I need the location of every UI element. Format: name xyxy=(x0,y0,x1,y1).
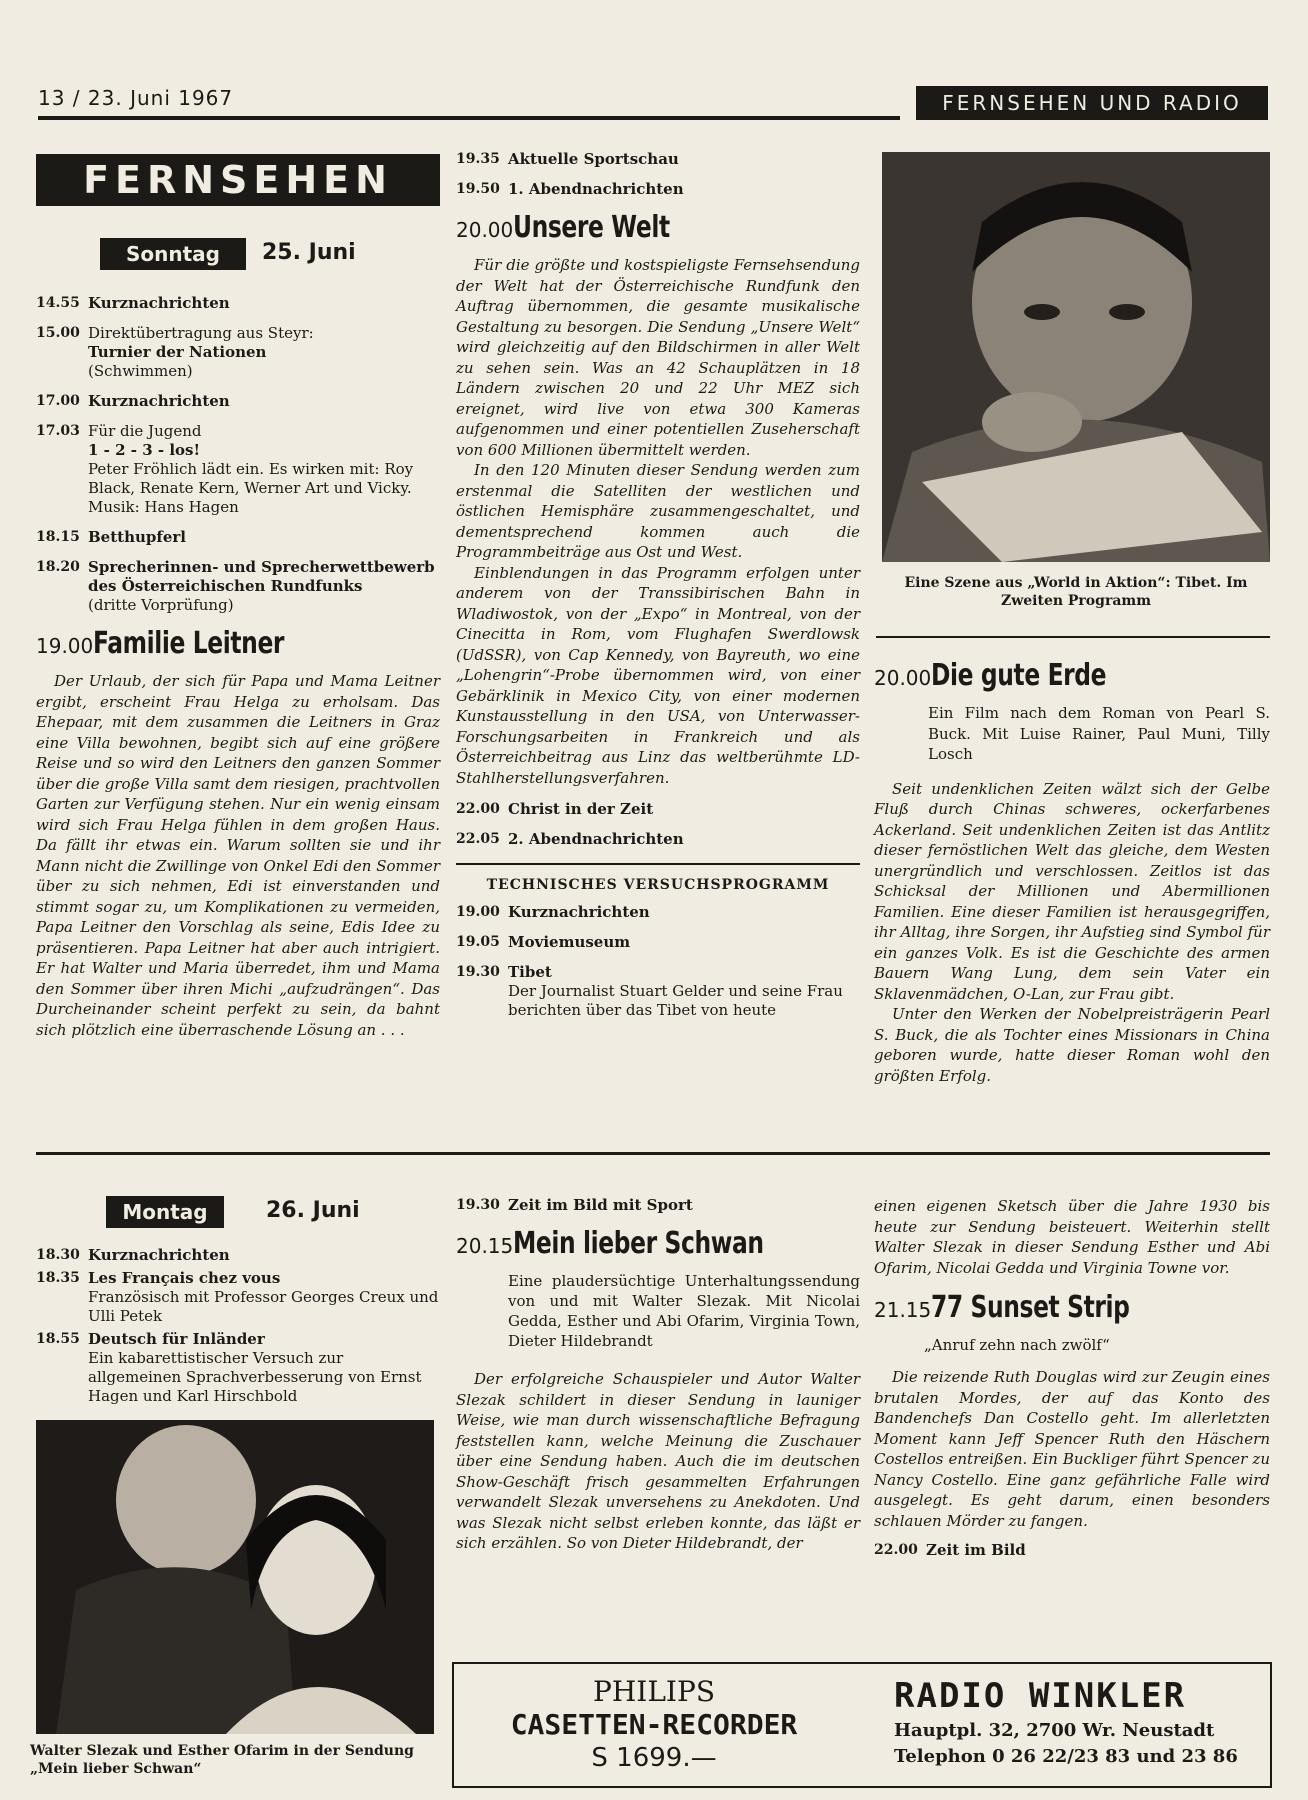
feature-paragraph: Für die größte und kostspieligste Fernsehsendung der Welt hat der Österreichische Rundfunk den Auftrag übernommen, die gesamte musikalische Gestaltung zu besorgen. Die Sendung „Unsere Welt“ wird gleichzeitig auf den Bildschirmen in aller Welt zu sehen sein. Was an 42 Schauplätzen in 18 Ländern zwischen 20 und 22 Uhr MEZ sich ereignet, wird live von etwa 300 Kameras aufgenommen und einer potentiellen Zuseherschaft von 600 Millionen übermittelt werden. xyxy=(456,256,860,459)
list-item: 18.15 Betthupferl xyxy=(36,528,186,546)
feature-paragraph: In den 120 Minuten dieser Sendung werden zum erstenmal die Satelliten der westlichen und östlichen Hemisphäre zusammengeschaltet, und dementsprechend kommen auch die Programmbeiträge aus Ost und West. xyxy=(456,461,860,561)
feature-heading: 20.15 Mein lieber Schwan xyxy=(456,1226,764,1261)
date-monday: 26. Juni xyxy=(266,1198,360,1223)
photo-caption: Walter Slezak und Esther Ofarim in der Sendung „Mein lieber Schwan“ xyxy=(30,1743,414,1777)
photo-tibet xyxy=(882,152,1270,562)
date-sunday: 25. Juni xyxy=(262,240,356,265)
advertisement xyxy=(452,1662,1272,1788)
sunday-schedule xyxy=(36,294,440,1040)
divider xyxy=(876,636,1270,638)
feature-heading: 19.00 Familie Leitner xyxy=(36,626,285,661)
feature-paragraph: Unter den Werken der Nobelpreisträgerin Pearl S. Buck, die als Tochter eines Missionars in China geboren wurde, hatte dieser Roman wohl den größten Erfolg. xyxy=(874,1005,1270,1085)
ad-phone: Telephon 0 26 22/23 83 und 23 86 xyxy=(894,1746,1238,1767)
feature-heading: 20.00 Unsere Welt xyxy=(456,210,671,245)
feature-subtitle: Eine plaudersüchtige Unterhaltungssendung von und mit Walter Slezak. Mit Nicolai Gedda, Esther und Abi Ofarim, Virginia Town, Dieter Hildebrandt xyxy=(508,1272,860,1350)
page-header-date: 13 / 23. Juni 1967 xyxy=(38,86,234,110)
list-item: 22.00 Zeit im Bild xyxy=(874,1541,1026,1559)
header-rule xyxy=(38,116,900,120)
ad-shop: RADIO WINKLER xyxy=(894,1676,1187,1716)
list-item: 18.35 Les Français chez vous Französisch mit Professor Georges Creux und Ulli Petek xyxy=(36,1269,439,1325)
section-banner: FERNSEHEN UND RADIO xyxy=(916,86,1268,120)
day-badge-sunday xyxy=(100,238,246,270)
ad-product: CASETTEN-RECORDER xyxy=(510,1708,798,1741)
ad-brand: PHILIPS xyxy=(593,1675,715,1708)
tech-program-title: TECHNISCHES VERSUCHSPROGRAMM xyxy=(486,877,830,893)
ad-right xyxy=(894,1674,1254,1770)
list-item: 17.00 Kurznachrichten xyxy=(36,392,230,410)
feature-subtitle: Ein Film nach dem Roman von Pearl S. Buck. Mit Luise Rainer, Paul Muni, Tilly Losch xyxy=(928,704,1270,763)
list-item: 19.05 Moviemuseum xyxy=(456,933,631,951)
feature-text: Der Urlaub, der sich für Papa und Mama Leitner ergibt, erscheint Frau Helga zu erholsam. Das Ehepaar, mit dem zusammen die Leitners in Graz eine Villa bewohnen, begibt sich auf eine größere Reise und so wird den Leitners den ganzen Sommer über die große Villa samt dem riesigen, prachtvollen Garten zur Verfügung stehen. Nur ein wenig einsam wird sich Frau Helga fühlen in dem großen Haus. Da fällt ihr etwas ein. Warum sollten sie und ihr Mann nicht die Zwillinge von Onkel Edi den Sommer über zu sich nehmen, Edi ist einverstanden und stimmt sogar zu, um Komplikationen zu vermeiden, Papa Leitner den Vorschlag als seine, Edis Idee zu präsentieren. Papa Leitner hat aber auch intrigiert. Er hat Walter und Maria überredet, ihm und Mama den Sommer über ihren Michi „aufzudrängen“. Das Durcheinander scheint perfekt zu sein, da bahnt sich plötzlich eine überraschende Lösung an . . . xyxy=(36,672,440,1039)
list-item: 18.30 Kurznachrichten xyxy=(36,1246,230,1264)
column-3 xyxy=(874,652,1270,1086)
monday-schedule xyxy=(36,1246,440,1417)
photo-slezak-ofarim xyxy=(36,1420,434,1734)
divider xyxy=(456,863,860,865)
ad-price: S 1699.— xyxy=(591,1743,717,1773)
feature-paragraph: Seit undenklichen Zeiten wälzt sich der Gelbe Fluß durch Chinas schweres, ockerfarbenes Ackerland. Seit undenklichen Zeiten ist das Antlitz dieser fernöstlichen Welt das gleiche, dem Westen unergründlich und verschlossen. Zeitlos ist das Schicksal der Millionen und Abermillionen Familien. Eine dieser Familien ist herausgegriffen, ihr Alltag, ihre Sorgen, ihr Aufstieg sind Symbol für ein ganzes Volk. Es ist die Geschichte des armen Bauern Wang Lung, dem sein Vater ein Sklavenmädchen, O-Lan, zur Frau gibt. xyxy=(874,779,1270,1003)
feature-paragraph: Einblendungen in das Programm erfolgen unter anderem von der Transsibirischen Bahn in Wladiwostok, von der „Expo“ in Montreal, von der Cinecitta in Rom, vom Flughafen Swerdlowsk (UdSSR), von Cap Kennedy, von Bayreuth, wo eine „Lohengrin“-Probe übernommen wird, von einer Gebärklinik in Mexico City, von einer modernen Kunstausstellung in den USA, von Unterwasser-Forschungsarbeiten in Frankreich und als Österreichbeitrag aus Linz das weltberühmte LD-Stahlherstellungsverfahren. xyxy=(456,563,860,787)
feature-heading: 21.15 77 Sunset Strip xyxy=(874,1290,1130,1325)
portrait-image xyxy=(36,1420,434,1734)
list-item: 22.05 2. Abendnachrichten xyxy=(456,830,684,848)
list-item: 14.55 Kurznachrichten xyxy=(36,294,230,312)
monday-column-3 xyxy=(874,1196,1270,1571)
list-item: 15.00 Direktübertragung aus Steyr: Turnier der Nationen (Schwimmen) xyxy=(36,324,314,380)
list-item: 18.55 Deutsch für Inländer Ein kabarettistischer Versuch zur allgemeinen Sprachverbesserung von Ernst Hagen und Karl Hirschbold xyxy=(36,1330,422,1405)
feature-subtitle: „Anruf zehn nach zwölf“ xyxy=(924,1336,1110,1354)
ad-address: Hauptpl. 32, 2700 Wr. Neustadt xyxy=(894,1720,1215,1741)
continued-paragraph: einen eigenen Sketsch über die Jahre 1930 bis heute zur Sendung beisteuert. Weiterhin stellt Walter Slezak in dieser Sendung Esther und Abi Ofarim, Nicolai Gedda und Virginia Towne vor. xyxy=(874,1197,1270,1277)
ad-left xyxy=(454,1676,854,1774)
feature-paragraph: Die reizende Ruth Douglas wird zur Zeugin eines brutalen Mordes, der auf das Konto des Bandenchefs Dan Costello geht. Im allerletzten Moment kann Jeff Spencer Ruth den Häschern Costellos entreißen. Ein Buckliger führt Spencer zu Nancy Costello. Eine ganz gefährliche Falle wird ausgelegt. Es geht darum, einen besonders schlauen Mörder zu fangen. xyxy=(874,1368,1270,1530)
feature-heading: 20.00 Die gute Erde xyxy=(874,658,1107,693)
list-item: 19.00 Kurznachrichten xyxy=(456,903,650,921)
section-divider xyxy=(36,1152,1270,1155)
list-item: 19.35 Aktuelle Sportschau xyxy=(456,150,679,168)
list-item: 22.00 Christ in der Zeit xyxy=(456,800,654,818)
section-title: FERNSEHEN xyxy=(36,154,440,206)
list-item: 19.50 1. Abendnachrichten xyxy=(456,180,684,198)
list-item: 17.03 Für die Jugend 1 - 2 - 3 - los! Peter Fröhlich lädt ein. Es wirken mit: Roy Black, Renate Kern, Werner Art und Vicky. Musik: Hans Hagen xyxy=(36,422,414,516)
boy-writing-image xyxy=(882,152,1270,562)
list-item: 18.20 Sprecherinnen- und Sprecherwettbewerb des Österreichischen Rundfunks (dritte Vorprüfung) xyxy=(36,558,435,614)
feature-paragraph: Der erfolgreiche Schauspieler und Autor Walter Slezak schildert in dieser Sendung in launiger Weise, wie man durch wissenschaftliche Befragung feststellen kann, welche Meinung die Zuschauer über eine Sendung haben. Auch die im deutschen Show-Geschäft frisch gesammelten Erfahrungen verwandelt Slezak unversehens zu Anekdoten. Und was Slezak nicht selbst erleben konnte, das läßt er sich erzählen. So von Dieter Hildebrandt, der xyxy=(456,1370,860,1552)
photo-caption: Eine Szene aus „World in Aktion“: Tibet. Im Zweiten Programm xyxy=(904,575,1248,609)
day-label: Sonntag xyxy=(100,238,246,270)
day-badge-monday: Montag xyxy=(106,1196,224,1228)
list-item: 19.30 Tibet Der Journalist Stuart Gelder und seine Frau berichten über das Tibet von heute xyxy=(456,963,843,1019)
monday-column-2 xyxy=(456,1196,860,1554)
list-item: 19.30 Zeit im Bild mit Sport xyxy=(456,1196,693,1214)
column-2 xyxy=(456,150,860,1031)
